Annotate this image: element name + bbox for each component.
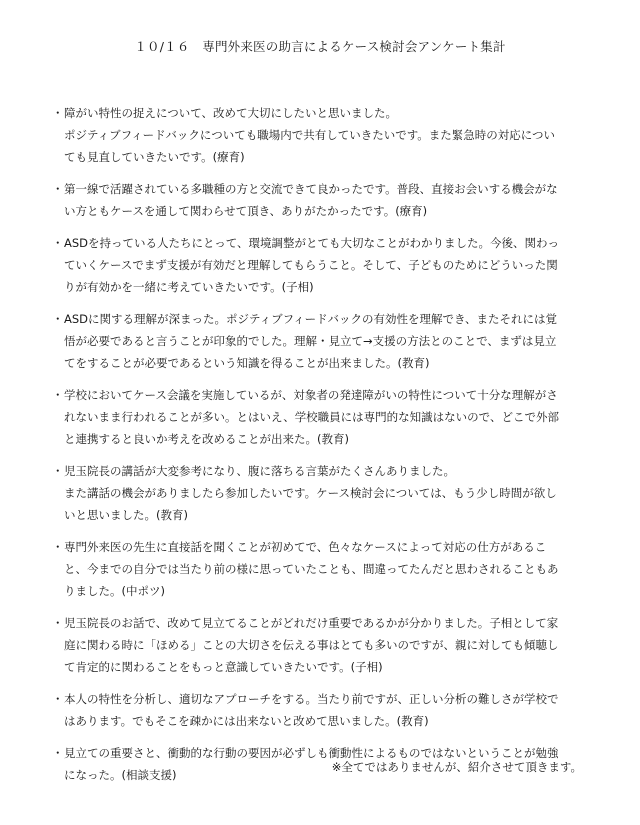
bullet-mark: ・ <box>52 106 64 120</box>
document-title: １０/１６ 専門外来医の助言によるケース検討会アンケート集計 <box>134 39 506 54</box>
bullet-mark: ・ <box>52 312 64 326</box>
bullet-mark: ・ <box>52 236 64 250</box>
comment-line: 専門外来医の先生に直接話を聞くことが初めてで、色々なケースによって対応の仕方があるこ <box>64 540 547 554</box>
comment-line: りが有効かを一緒に考えていきたいです。(子相) <box>64 280 314 294</box>
comment-line: ASDを持っている人たちにとって、環境調整がとても大切なことがわかりました。今後、関わっ <box>64 236 559 250</box>
comment-line: はあります。でもそこを疎かには出来ないと改めて思いました。(教育) <box>64 714 429 728</box>
comment-line: 見立ての重要さと、衝動的な行動の要因が必ずしも衝動性によるものではないということが勉強 <box>64 746 559 760</box>
comment-line: てをすることが必要であるという知識を得ることが出来ました。(教育) <box>64 356 430 370</box>
comment-line: 児玉院長のお話で、改めて見立てることがどれだけ重要であるかが分かりました。子相として家 <box>64 616 559 630</box>
comment-line: 悟が必要であると言うことが印象的でした。理解・見立て→支援の方法とのことで、まずは見立 <box>64 334 557 348</box>
comment-line: れないまま行われることが多い。とはいえ、学校職員には専門的な知識はないので、どこで外部 <box>64 410 559 424</box>
comment-line: また講話の機会がありましたら参加したいです。ケース検討会については、もう少し時間が欲し <box>64 486 557 500</box>
comment-line: になった。(相談支援) <box>64 768 177 782</box>
comment-item <box>52 536 592 602</box>
comment-line: ていくケースでまず支援が有効だと理解してもらうこと。そして、子どものためにどういった関 <box>64 258 558 272</box>
bullet-mark: ・ <box>52 746 64 760</box>
comment-line: ても見直していきたいです。(療育) <box>64 150 245 164</box>
comment-item <box>52 688 592 732</box>
comment-line: 庭に関わる時に「ほめる」ことの大切さを伝える事はとても多いのですが、親に対しても傾聴し <box>64 638 559 652</box>
comment-line: 第一線で活躍されている多職種の方と交流できて良かったです。普段、直接お会いする機会がな <box>64 182 558 196</box>
comment-line: ポジティブフィードバックについても職場内で共有していきたいです。また緊急時の対応につい <box>64 128 556 142</box>
comment-item <box>52 178 592 222</box>
comment-item <box>52 460 592 526</box>
comment-line: いと思いました。(教育) <box>64 508 188 522</box>
comment-item <box>52 308 592 374</box>
bullet-mark: ・ <box>52 182 64 196</box>
bullet-mark: ・ <box>52 616 64 630</box>
comment-line: て肯定的に関わることをもっと意識していきたいです。(子相) <box>64 660 383 674</box>
bullet-mark: ・ <box>52 692 64 706</box>
comment-item <box>52 612 592 678</box>
comment-item <box>52 232 592 298</box>
comment-line: と連携すると良いか考えを改めることが出来た。(教育) <box>64 432 349 446</box>
comment-line: ASDに関する理解が深まった。ポジティブフィードバックの有効性を理解でき、またそれには覚 <box>64 312 557 326</box>
comment-list <box>52 102 592 796</box>
comment-line: 児玉院長の講話が大変参考になり、腹に落ちる言葉がたくさんありました。 <box>64 464 455 478</box>
comment-line: 障がい特性の捉えについて、改めて大切にしたいと思いました。 <box>64 106 398 120</box>
comment-item <box>52 102 592 168</box>
comment-line: と、今までの自分では当たり前の様に思っていたことも、間違ってたんだと思わされることもあ <box>64 562 559 576</box>
closing-note: ※全てではありませんが、紹介させて頂きます。 <box>331 760 582 774</box>
comment-line: りました。(中ポツ) <box>64 584 165 598</box>
bullet-mark: ・ <box>52 540 64 554</box>
comment-item <box>52 384 592 450</box>
comment-line: い方ともケースを通して関わらせて頂き、ありがたかったです。(療育) <box>64 204 428 218</box>
bullet-mark: ・ <box>52 464 64 478</box>
comment-line: 本人の特性を分析し、適切なアプローチをする。当たり前ですが、正しい分析の難しさが学校で <box>64 692 559 706</box>
comment-line: 学校においてケース会議を実施しているが、対象者の発達障がいの特性について十分な理解がさ <box>64 388 558 402</box>
bullet-mark: ・ <box>52 388 64 402</box>
